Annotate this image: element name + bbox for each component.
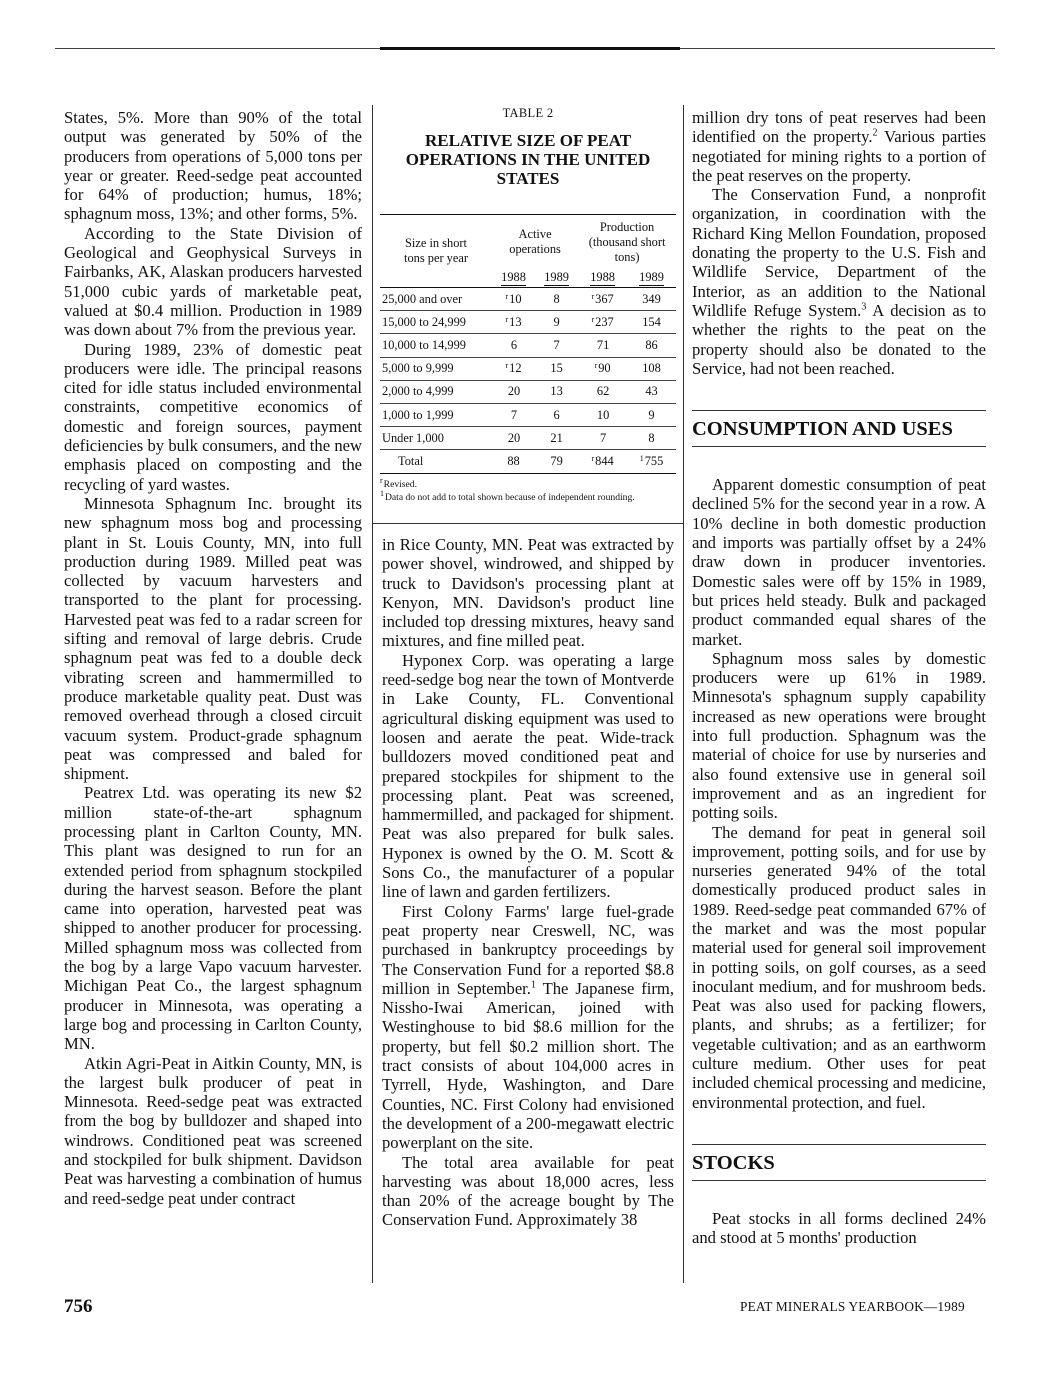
paragraph: Hyponex Corp. was operating a large reed-sedge bog near the town of Montverde in Lake County, FL. Conventional agricultural disking equipment was used to loosen and aerate the peat. Wide-track bulldozers moved conditioned peat and prepared stockpiles for shipment to the processing plant. Peat was screened, hammermilled, and packaged for shipment. Peat was also prepared for bulk sales. Hyponex is owned by the O. M. Scott & Sons Co., the manufacturer of a popular line of lawn and garden fertilizers. [382,650,674,902]
table-title: RELATIVE SIZE OF PEAT OPERATIONS IN THE UNITED STATES [405,131,651,188]
paragraph: in Rice County, MN. Peat was extracted by power shovel, windrowed, and shipped by truck to Davidson's processing plant at Kenyon, MN. Davidson's product line included top dressing mixtures, heavy sand mixtures, and fine milled peat. [382,535,674,651]
header-active: Active operations [492,215,578,270]
column-3 [692,108,986,1248]
page-number: 756 [64,1296,93,1317]
column-divider-right [683,105,684,1283]
year-header: 1988 [492,269,535,288]
column-divider-left [372,105,373,1283]
paragraph: The demand for peat in general soil improvement, potting soils, and for use by nurseries generated 94% of the total domestically produced product sales in 1989. Reed-sedge peat commanded 67% of the market and was the most popular material used for general soil improvement in potting soils, on golf courses, as a seed inoculant medium, and for mushroom beds. Peat was also used for packing flowers, plants, and shrubs; as a fertilizer; for vegetable cultivation; and as an earthworm culture medium. Other uses for peat included chemical processing and medicine, environmental protection, and fuel. [692,822,986,1112]
table-row: 5,000 to 9,999 $^r$12 15 $^r$90 108 [380,357,676,380]
paragraph: The Conservation Fund, a nonprofit organization, in coordination with the Richard King Mellon Foundation, proposed donating the property to the U.S. Fish and Wildlife Service, Department of the Interior, as an addition to the National Wildlife Refuge System.$^3$ A decision as to whether the rights to the peat on the property should also be donated to the Service, had not been reached. [692,185,986,378]
table-footnotes [380,475,676,504]
peat-operations-table [380,214,676,474]
year-header: 1989 [627,269,676,288]
table-bottom-rule [373,523,683,524]
table-row: 2,000 to 4,999 20 13 62 43 [380,380,676,403]
header-size: Size in short tons per year [380,215,492,288]
running-title: PEAT MINERALS YEARBOOK—1989 [740,1299,965,1314]
table-row: 1,000 to 1,999 7 6 10 9 [380,403,676,426]
paragraph: Minnesota Sphagnum Inc. brought its new sphagnum moss bog and processing plant in St. Louis County, MN, into full production during 1989. Milled peat was collected by vacuum harvesters and transported to the plant for processing. Harvested peat was fed to a radar screen for sifting and removal of large debris. Crude sphagnum peat was fed to a double deck vibrating screen and hammermilled to produce marketable quality peat. Dust was removed overhead through a closed circuit vacuum system. Product-grade sphagnum peat was compressed and baled for shipment. [64,493,362,784]
section-heading-consumption: CONSUMPTION AND USES [692,410,986,447]
paragraph: Apparent domestic consumption of peat declined 5% for the second year in a row. A 10% decline in both domestic production and imports was partially offset by a 24% draw down in producer inventories. Domestic sales were off by 15% in 1989, but prices held steady. Bulk and packaged product commanded equal shares of the market. [692,475,986,649]
paragraph: During 1989, 23% of domestic peat producers were idle. The principal reasons cited for idle status included environmental constraints, competitive economics of domestic and foreign sources, payment deficiencies by bulk consumers, and the new emphasis placed on composting and the recycling of yard wastes. [64,339,362,494]
paragraph: States, 5%. More than 90% of the total output was generated by 50% of the producers from operations of 5,000 tons per year or greater. Reed-sedge peat accounted for 64% of production; humus, 18%; sphagnum moss, 13%; and other forms, 5%. [64,108,362,224]
table-row: 10,000 to 14,999 6 7 71 86 [380,334,676,357]
table-row: 25,000 and over $^r$10 8 $^r$367 349 [380,288,676,311]
header-production: Production (thousand short tons) [578,215,676,270]
footnote-revised: $^r$Revised. [380,475,417,490]
paragraph: The total area available for peat harvesting was about 18,000 acres, less than 20% of the acreage bought by The Conservation Fund. Approximately 38 [382,1152,674,1230]
year-header: 1989 [535,269,578,288]
column-1 [64,108,362,1208]
year-header: 1988 [578,269,627,288]
paragraph: According to the State Division of Geological and Geophysical Surveys in Fairbanks, AK, Alaskan producers harvested 51,000 cubic yards of marketable peat, valued at $0.4 million. Production in 1989 was down about 7% from the previous year. [64,223,362,340]
paragraph: Peat stocks in all forms declined 24% and stood at 5 months' production [692,1208,986,1248]
footnote-rounding: $^1$Data do not add to total shown because of independent rounding. [380,488,635,503]
top-rule-accent [380,47,680,50]
paragraph: Sphagnum moss sales by domestic producers were up 61% in 1989. Minnesota's sphagnum supply capability increased as new operations were brought into full production. Sphagnum was the material of choice for use by nurseries and also found extensive use in general soil improvement and as an ingredient for potting soils. [692,648,986,823]
paragraph: First Colony Farms' large fuel-grade peat property near Creswell, NC, was purchased in bankruptcy proceedings by The Conservation Fund for a reported $8.8 million in September.$^1$ The Japanese firm, Nissho-Iwai American, joined with Westinghouse to bid $8.6 million for the property, but fell $0.2 million short. The tract consists of about 104,000 acres in Tyrrell, Hyde, Washington, and Dare Counties, NC. First Colony had envisioned the development of a 200-megawatt electric powerplant on the site. [382,901,674,1153]
table-total-row: Total 88 79 $^r$844 $^1$755 [380,450,676,473]
table-number: TABLE 2 [502,106,554,120]
column-2 [382,535,674,1230]
section-heading-stocks: STOCKS [692,1144,986,1181]
paragraph: Peatrex Ltd. was operating its new $2 million state-of-the-art sphagnum processing plant in Carlton County, MN. This plant was designed to run for an extended period from sphagnum stockpiled during the harvest season. Before the plant came into operation, harvested peat was shipped to another producer for processing. Milled sphagnum moss was collected from the bog by a large Vapo vacuum harvester. Michigan Peat Co., the largest sphagnum producer in Minnesota, was operating a large bog and processing in Carlton County, MN. [64,783,362,1054]
table-row: 15,000 to 24,999 $^r$13 9 $^r$237 154 [380,311,676,334]
paragraph: million dry tons of peat reserves had been identified on the property.$^2$ Various parties negotiated for mining rights to a portion of the peat reserves on the property. [692,108,986,185]
table-row: Under 1,000 20 21 7 8 [380,427,676,450]
table-2 [380,106,676,504]
paragraph: Atkin Agri-Peat in Aitkin County, MN, is the largest bulk producer of peat in Minnesota. Reed-sedge peat was extracted from the bog by bulldozer and shaped into windrows. Conditioned peat was screened and stockpiled for bulk shipment. Davidson Peat was harvesting a combination of humus and reed-sedge peat under contract [64,1053,362,1208]
